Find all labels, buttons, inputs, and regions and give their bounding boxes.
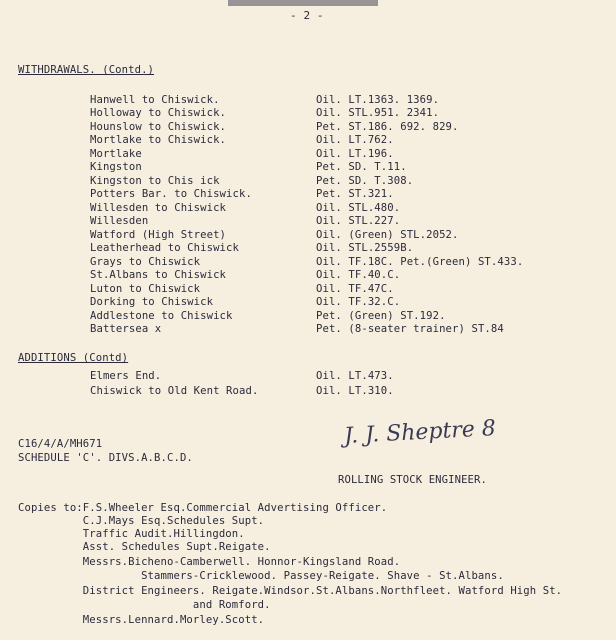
page-number: - 2 - — [290, 9, 324, 22]
list-item: Kingston to Chis ick — [90, 175, 220, 187]
list-item: Messrs.Lennard.Morley.Scott. — [18, 614, 265, 626]
schedule-line: SCHEDULE 'C'. DIVS.A.B.C.D. — [18, 452, 193, 464]
list-item: Kingston — [90, 161, 142, 173]
list-item: Grays to Chiswick — [90, 256, 201, 268]
list-item: Leatherhead to Chiswick — [90, 242, 239, 254]
list-item-detail: Oil. LT.473. — [316, 370, 394, 382]
signatory-title: ROLLING STOCK ENGINEER. — [338, 474, 487, 486]
list-item: Mortlake to Chiswick. — [90, 134, 227, 146]
list-item: and Romford. — [18, 599, 271, 611]
list-item: Copies to:F.S.Wheeler Esq.Commercial Advertising Officer. — [18, 502, 388, 514]
reference-number: C16/4/A/MH671 — [18, 438, 103, 450]
list-item-detail: Pet. ST.321. — [316, 188, 394, 200]
list-item: C.J.Mays Esq.Schedules Supt. — [18, 515, 265, 527]
list-item: Luton to Chiswick — [90, 283, 201, 295]
list-item-detail: Pet. (8-seater trainer) ST.84 — [316, 323, 504, 335]
list-item: Addlestone to Chiswick — [90, 310, 233, 322]
withdrawals-heading: WITHDRAWALS. (Contd.) — [18, 64, 155, 76]
list-item: Battersea x — [90, 323, 162, 335]
handwritten-signature: J. J. Sheptre 8 — [343, 416, 497, 449]
list-item-detail: Oil. TF.32.C. — [316, 296, 401, 308]
list-item: Elmers End. — [90, 370, 162, 382]
list-item-detail: Oil. TF.40.C. — [316, 269, 401, 281]
list-item: District Engineers. Reigate.Windsor.St.Albans.Northfleet. Watford High St. — [18, 585, 563, 597]
list-item-detail: Pet. SD. T.308. — [316, 175, 414, 187]
list-item: Watford (High Street) — [90, 229, 227, 241]
list-item: Willesden — [90, 215, 149, 227]
list-item-detail: Oil. LT.762. — [316, 134, 394, 146]
list-item: Hounslow to Chiswick. — [90, 121, 227, 133]
list-item: Hanwell to Chiswick. — [90, 94, 220, 106]
list-item: Willesden to Chiswick — [90, 202, 227, 214]
list-item-detail: Pet. SD. T.11. — [316, 161, 407, 173]
list-item: Chiswick to Old Kent Road. — [90, 385, 259, 397]
list-item-detail: Oil. STL.480. — [316, 202, 401, 214]
list-item: Asst. Schedules Supt.Reigate. — [18, 541, 271, 553]
list-item: Messrs.Bicheno-Camberwell. Honnor-Kingsland Road. — [18, 556, 401, 568]
list-item: Dorking to Chiswick — [90, 296, 214, 308]
header-rule — [228, 0, 378, 6]
list-item: Stammers-Cricklewood. Passey-Reigate. Shave - St.Albans. — [18, 570, 504, 582]
list-item: Mortlake — [90, 148, 142, 160]
additions-heading: ADDITIONS (Contd) — [18, 352, 129, 364]
list-item: Traffic Audit.Hillingdon. — [18, 528, 245, 540]
list-item-detail: Oil. STL.227. — [316, 215, 401, 227]
list-item-detail: Oil. LT.196. — [316, 148, 394, 160]
list-item-detail: Oil. (Green) STL.2052. — [316, 229, 459, 241]
list-item-detail: Oil. TF.47C. — [316, 283, 394, 295]
list-item-detail: Oil. LT.310. — [316, 385, 394, 397]
list-item: St.Albans to Chiswick — [90, 269, 227, 281]
list-item-detail: Oil. TF.18C. Pet.(Green) ST.433. — [316, 256, 524, 268]
list-item-detail: Oil. LT.1363. 1369. — [316, 94, 440, 106]
list-item-detail: Pet. ST.186. 692. 829. — [316, 121, 459, 133]
list-item-detail: Oil. STL.951. 2341. — [316, 107, 440, 119]
list-item: Holloway to Chiswick. — [90, 107, 227, 119]
list-item: Potters Bar. to Chiswick. — [90, 188, 252, 200]
list-item-detail: Oil. STL.2559B. — [316, 242, 414, 254]
list-item-detail: Pet. (Green) ST.192. — [316, 310, 446, 322]
